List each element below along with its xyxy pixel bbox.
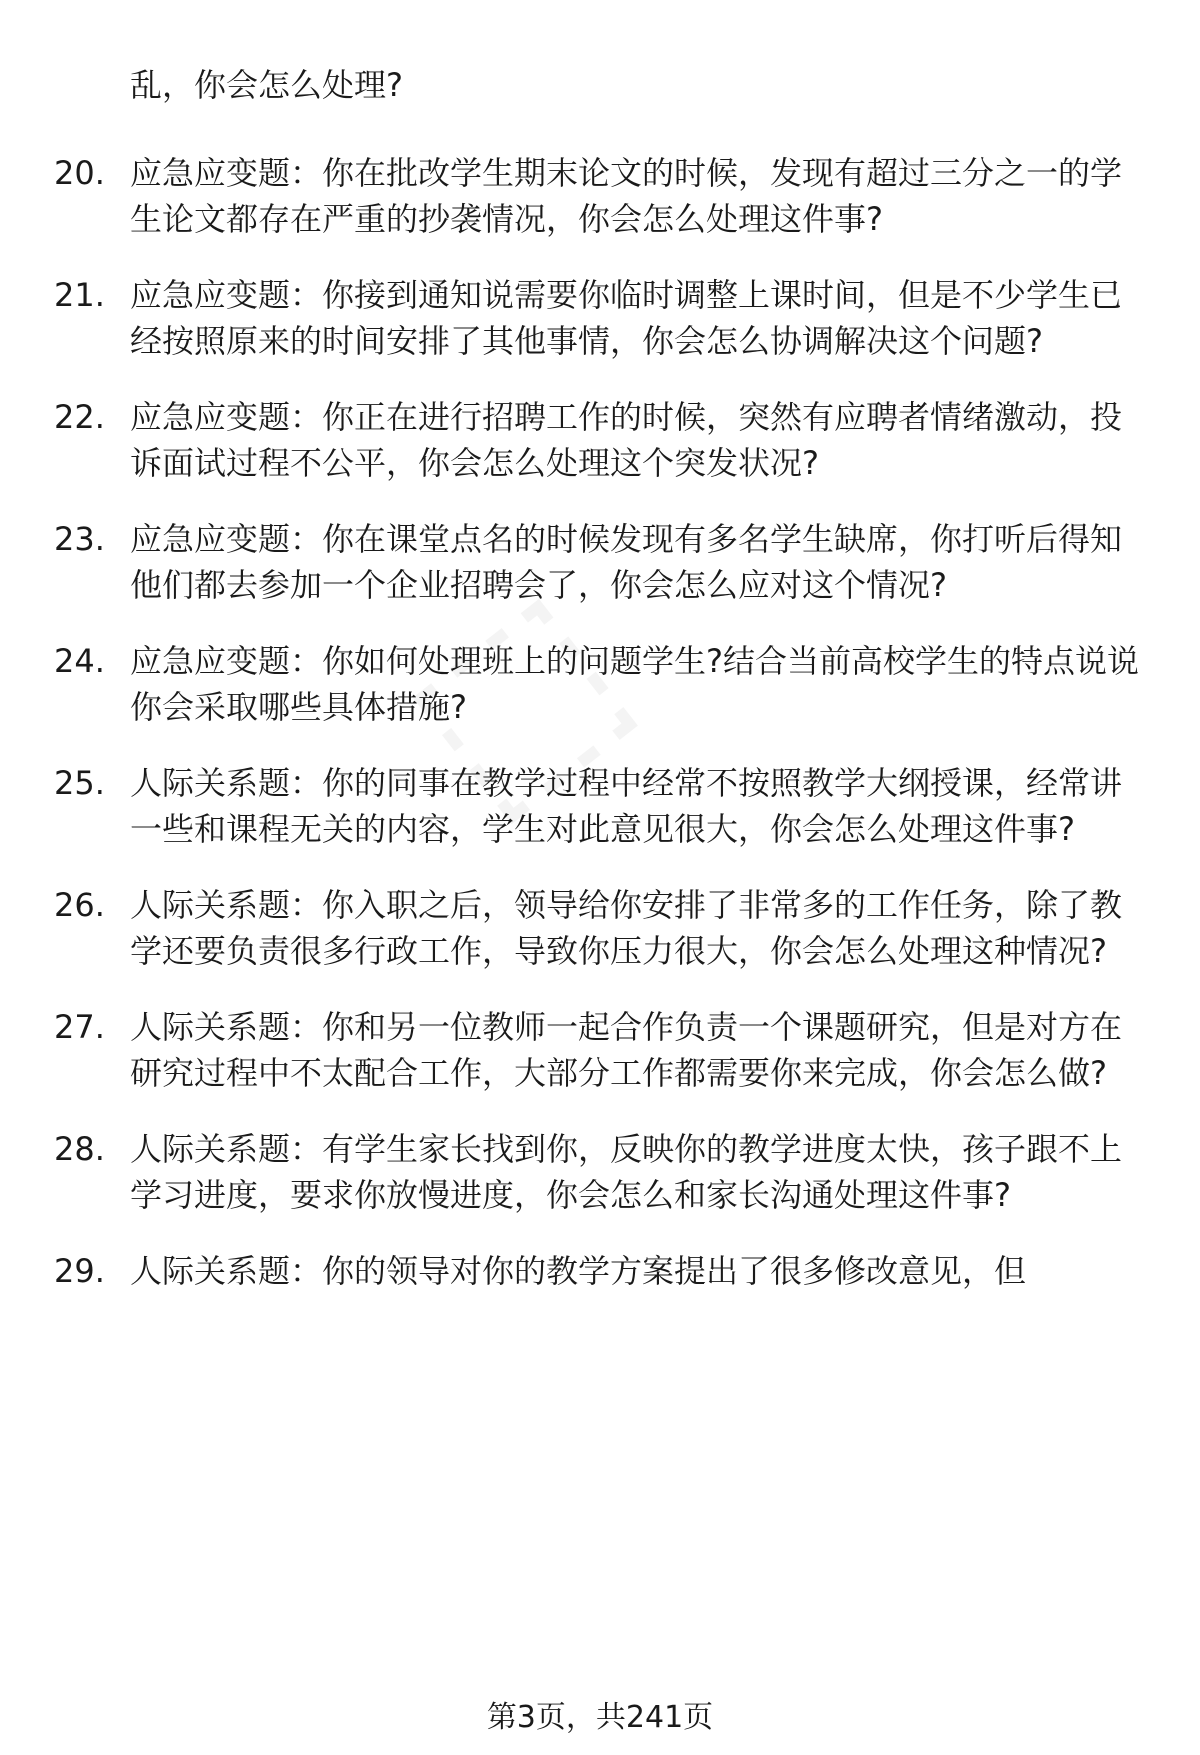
question-text: 人际关系题：你的领导对你的教学方案提出了很多修改意见，但 <box>130 1252 1027 1290</box>
list-item <box>0 1126 1200 1218</box>
list-item <box>0 638 1200 730</box>
question-number: 27. <box>54 1008 105 1046</box>
list-item <box>0 1004 1200 1096</box>
question-text: 人际关系题：有学生家长找到你，反映你的教学进度太快，孩子跟不上学习进度，要求你放慢进度，你会怎么和家长沟通处理这件事? <box>130 1130 1123 1214</box>
question-number: 20. <box>54 154 105 192</box>
list-item <box>0 272 1200 364</box>
question-text: 应急应变题：你在课堂点名的时候发现有多名学生缺席，你打听后得知他们都去参加一个企业招聘会了，你会怎么应对这个情况? <box>130 520 1123 604</box>
question-number: 29. <box>54 1252 105 1290</box>
question-text: 应急应变题：你正在进行招聘工作的时候，突然有应聘者情绪激动，投诉面试过程不公平，你会怎么处理这个突发状况? <box>130 398 1123 482</box>
page-number-footer: 第3页，共241页 <box>486 1700 714 1735</box>
question-number: 24. <box>54 642 105 680</box>
question-text: 人际关系题：你入职之后，领导给你安排了非常多的工作任务，除了教学还要负责很多行政工作，导致你压力很大，你会怎么处理这种情况? <box>130 886 1123 970</box>
list-item <box>0 150 1200 242</box>
question-number: 22. <box>54 398 105 436</box>
list-item <box>0 760 1200 852</box>
list-item <box>0 882 1200 974</box>
list-item <box>0 516 1200 608</box>
question-text: 应急应变题：你在批改学生期末论文的时候，发现有超过三分之一的学生论文都存在严重的抄袭情况，你会怎么处理这件事? <box>130 154 1123 238</box>
list-item <box>0 394 1200 486</box>
question-number: 23. <box>54 520 105 558</box>
question-list <box>0 150 1200 1324</box>
list-item <box>0 1248 1200 1294</box>
question-number: 26. <box>54 886 105 924</box>
question-number: 25. <box>54 764 105 802</box>
question-text: 人际关系题：你的同事在教学过程中经常不按照教学大纲授课，经常讲一些和课程无关的内容，学生对此意见很大，你会怎么处理这件事? <box>130 764 1123 848</box>
question-number: 28. <box>54 1130 105 1168</box>
continuation-text: 乱，你会怎么处理? <box>130 66 403 104</box>
question-text: 人际关系题：你和另一位教师一起合作负责一个课题研究，但是对方在研究过程中不太配合工作，大部分工作都需要你来完成，你会怎么做? <box>130 1008 1123 1092</box>
question-text: 应急应变题：你接到通知说需要你临时调整上课时间，但是不少学生已经按照原来的时间安排了其他事情，你会怎么协调解决这个问题? <box>130 276 1123 360</box>
question-number: 21. <box>54 276 105 314</box>
question-text: 应急应变题：你如何处理班上的问题学生?结合当前高校学生的特点说说你会采取哪些具体措施? <box>130 642 1139 726</box>
